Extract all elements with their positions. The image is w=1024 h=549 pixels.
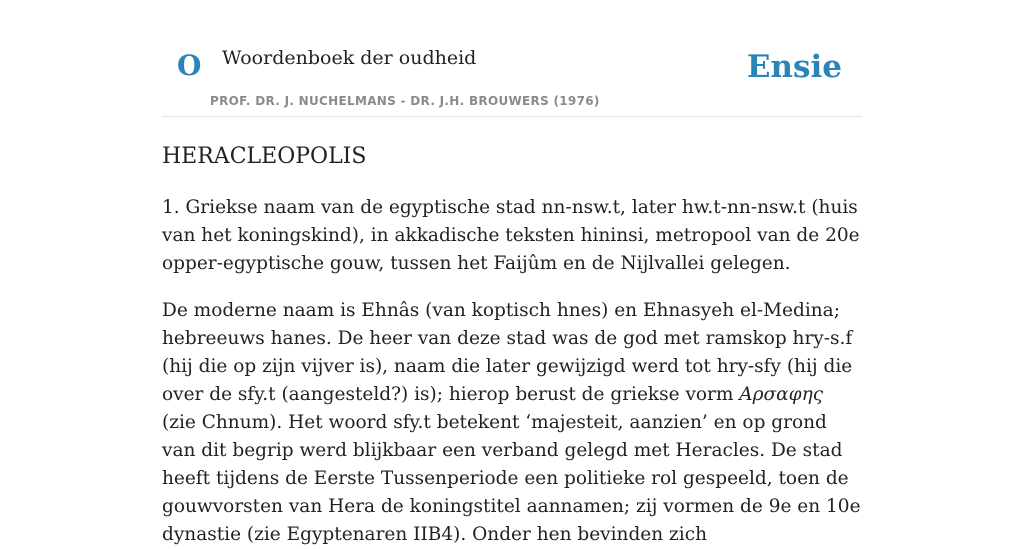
entry-paragraph-2 xyxy=(162,297,862,549)
index-letter[interactable]: O xyxy=(177,49,202,82)
paragraph-2-text-end: (zie Chnum). Het woord sfy.t betekent ‘majesteit, aanzien’ en op grond van dit begrip werd blijkbaar een verband gelegd met Heracles. De stad heeft tijdens de Eerste Tussenperiode een politieke rol gespeeld, toen de gouwvorsten van Hera de koningstitel aannamen; zij vormen de 9e en 10e dynastie (zie Egyptenaren IIB4). Onder hen bevinden zich xyxy=(162,412,861,545)
brand-logo-link[interactable]: Ensie xyxy=(746,49,842,85)
greek-term: Αρσαφης xyxy=(739,384,824,405)
book-title[interactable]: Woordenboek der oudheid xyxy=(222,47,477,69)
paragraph-2-text-start: De moderne naam is Ehnâs (van koptisch hnes) en Ehnasyeh el-Medina; hebreeuws hanes. De heer van deze stad was de god met ramskop hry-s.f (hij die op zijn vijver is), naam die later gewijzigd werd tot hry-sfy (hij die over de sfy.t (aangesteld?) is); hierop berust de griekse vorm xyxy=(162,300,853,405)
entry-title: HERACLEOPOLIS xyxy=(162,144,367,169)
book-header xyxy=(162,0,862,117)
entry-paragraph-1: 1. Griekse naam van de egyptische stad nn-nsw.t, later hw.t-nn-nsw.t (huis van het koningskind), in akkadische teksten hininsi, metropool van de 20e opper-egyptische gouw, tussen het Faijûm en de Nijlvallei gelegen. xyxy=(162,197,860,274)
page-container xyxy=(162,0,862,549)
book-authors: PROF. DR. J. NUCHELMANS - DR. J.H. BROUWERS (1976) xyxy=(210,94,600,108)
